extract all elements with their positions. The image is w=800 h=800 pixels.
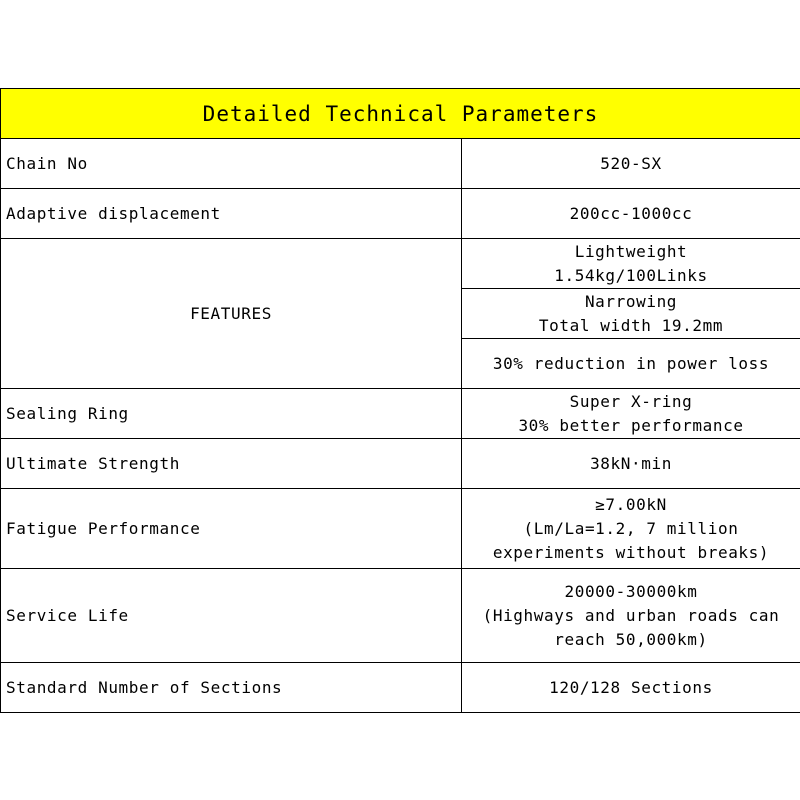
feature-power-loss: [462, 339, 800, 389]
row-label-adaptive-displacement: Adaptive displacement: [1, 189, 462, 239]
row-label-sealing-ring: Sealing Ring: [1, 389, 462, 439]
row-label-standard-sections: Standard Number of Sections: [1, 663, 462, 713]
feature-narrowing-detail: Total width 19.2mm: [538, 315, 724, 335]
service-life-line-2: (Highways and urban roads can: [482, 605, 780, 625]
feature-narrowing: [462, 289, 800, 339]
row-label-ultimate-strength: Ultimate Strength: [1, 439, 462, 489]
row-value-standard-sections: 120/128 Sections: [462, 663, 800, 713]
feature-narrowing-title: Narrowing: [584, 291, 678, 311]
row-value-sealing-ring: [462, 389, 800, 439]
row-label-service-life: Service Life: [1, 569, 462, 663]
service-life-line-1: 20000-30000km: [564, 581, 698, 601]
table-row: [1, 239, 800, 289]
sealing-ring-line-2: 30% better performance: [518, 415, 744, 435]
feature-lightweight-title: Lightweight: [574, 241, 688, 261]
row-label-fatigue-performance: Fatigue Performance: [1, 489, 462, 569]
title-row: [1, 89, 800, 139]
service-life-line-3: reach 50,000km): [554, 629, 708, 649]
table-title: Detailed Technical Parameters: [1, 89, 800, 139]
technical-parameters-table: [0, 88, 800, 713]
table-row: [1, 189, 800, 239]
feature-lightweight-detail: 1.54kg/100Links: [554, 265, 708, 285]
table-row: [1, 569, 800, 663]
table-row: [1, 439, 800, 489]
row-value-chain-no: 520-SX: [462, 139, 800, 189]
fatigue-line-3: experiments without breaks): [492, 542, 770, 562]
fatigue-line-1: ≥7.00kN: [595, 494, 667, 514]
table-row: [1, 663, 800, 713]
row-value-service-life: [462, 569, 800, 663]
table-row: [1, 389, 800, 439]
fatigue-line-2: (Lm/La=1.2, 7 million: [523, 518, 739, 538]
row-value-ultimate-strength: 38kN·min: [462, 439, 800, 489]
feature-power-loss-text: 30% reduction in power loss: [492, 353, 770, 373]
row-label-features: FEATURES: [1, 239, 462, 389]
feature-lightweight: [462, 239, 800, 289]
row-value-adaptive-displacement: 200cc-1000cc: [462, 189, 800, 239]
table-row: [1, 139, 800, 189]
sealing-ring-line-1: Super X-ring: [569, 391, 693, 411]
table-row: [1, 489, 800, 569]
row-label-chain-no: Chain No: [1, 139, 462, 189]
row-value-fatigue-performance: [462, 489, 800, 569]
